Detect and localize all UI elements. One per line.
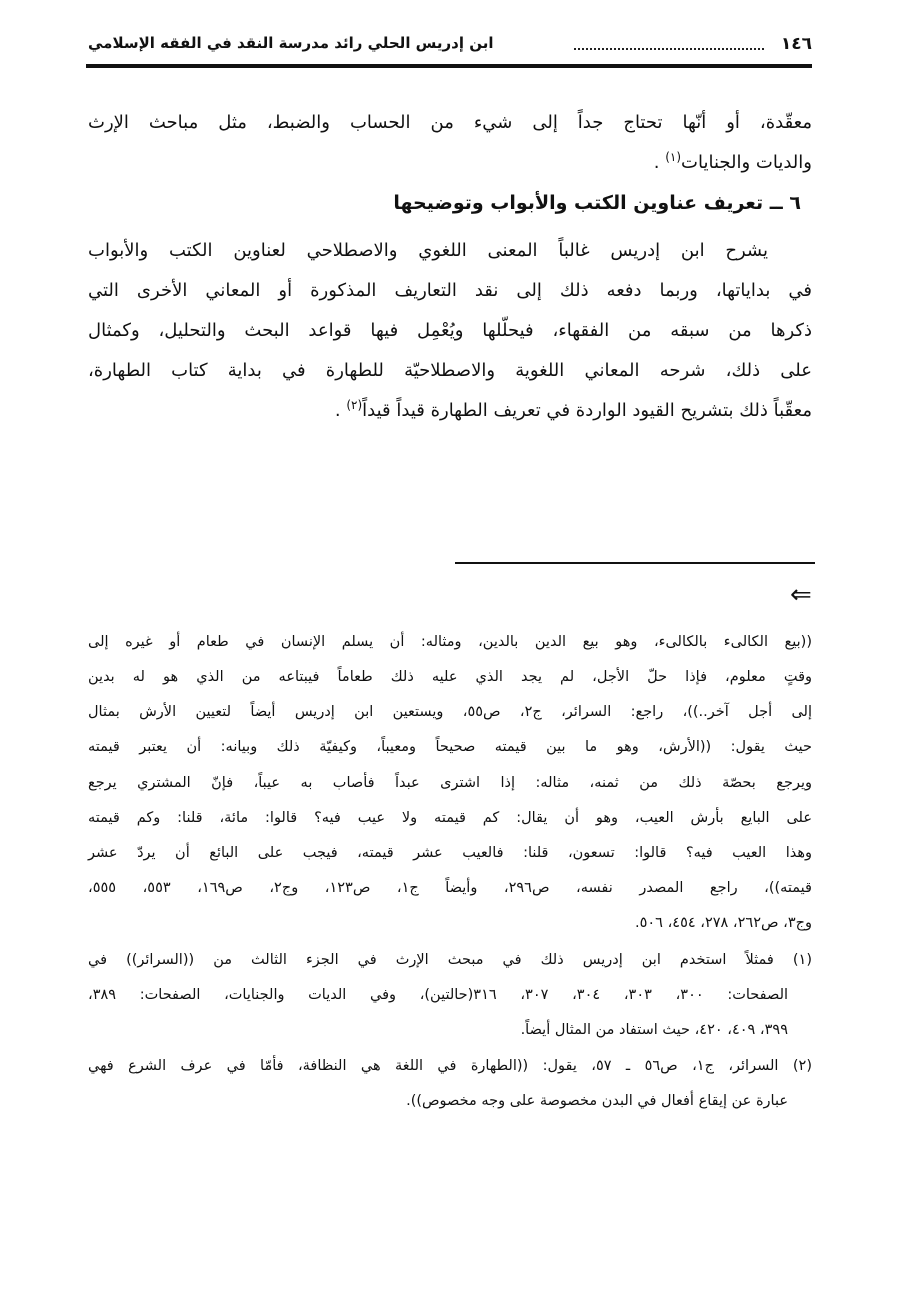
footnote-line: وهذا العيب فيه؟ قالوا: تسعون، قلنا: فالعيب عشر قيمته، فيجب على البائع أن يردّ عشر [88, 845, 812, 861]
body-line: ذكرها من سبقه من الفقهاء، فيحلّلها ويُعْمِل فيها قواعد البحث والتحليل، وكمثال [88, 320, 812, 341]
body-line [88, 398, 812, 421]
footnote-separator [455, 562, 815, 564]
footnote-1-line: الصفحات: ٣٠٠، ٣٠٣، ٣٠٤، ٣٠٧، ٣١٦(حالتين)، وفي الديات والجنايات، الصفحات: ٣٨٩، [88, 987, 789, 1003]
continuation-arrow-icon: ⇐ [790, 580, 812, 610]
page-number: ١٤٦ [780, 34, 812, 54]
footnote-line: ((بيع الكالىء بالكالىء، وهو بيع الدين بالدين، ومثاله: أن يسلم الإنسان في طعام أو غيره إلى [88, 634, 812, 650]
running-header [88, 30, 812, 64]
footnote-line: حيث يقول: ((الأرش، وهو ما بين قيمته صحيحاً ومعيباً، وكيفيّة ذلك وبيانه: أن يعتبر قيمته [88, 739, 812, 755]
footnote-line: إلى أجل آخر..))، راجع: السرائر، ج٢، ص٥٥، ويستعين ابن إدريس أيضاً لتعيين الأرش بمثال [88, 704, 812, 720]
footnote-line: وقتٍ معلوم، فإذا حلّ الأجل، لم يجد الذي عليه ذلك طعاماً فيبتاعه من الذي هو له بدين [88, 669, 812, 685]
footnote-1-line: (١) فمثلاً استخدم ابن إدريس ذلك في مبحث الإرث في الجزء الثالث من ((السرائر)) في [88, 952, 812, 968]
section-heading: ٦ ــ تعريف عناوين الكتب والأبواب وتوضيحها [393, 192, 801, 214]
footnote-1-line: ٣٩٩، ٤٠٩، ٤٢٠، حيث استفاد من المثال أيضاً. [520, 1022, 788, 1038]
footnote-ref: (١) [665, 150, 682, 164]
body-line: معقّدة، أو أنّها تحتاج جداً إلى شيء من الحساب والضبط، مثل مباحث الإرث [88, 112, 812, 133]
header-rule [86, 64, 812, 68]
footnote-line: على البايع بأرش العيب، وهو أن يقال: كم قيمته ولا عيب فيه؟ قالوا: مائة، قلنا: وكم قيمته [88, 810, 812, 826]
footnote-ref: (٢) [346, 398, 363, 412]
running-title: ابن إدريس الحلي رائد مدرسة النقد في الفقه الإسلامي [88, 34, 494, 52]
body-line-text: معقّباً ذلك بتشريح القيود الواردة في تعريف الطهارة قيداً قيداً [362, 400, 812, 421]
body-line: في بداياتها، وربما دفعه ذلك إلى نقد التعاريف المذكورة أو المعاني الأخرى التي [88, 280, 812, 301]
body-line-text: والديات والجنايات [681, 152, 812, 173]
footnote-line: وج٣، ص٢٦٢، ٢٧٨، ٤٥٤، ٥٠٦. [635, 915, 812, 931]
body-line [88, 150, 812, 173]
period: . [334, 400, 341, 421]
body-line: على ذلك، شرحه المعاني اللغوية والاصطلاحيّة للطهارة في بداية كتاب الطهارة، [88, 360, 812, 381]
dotted-leader [574, 34, 764, 50]
period: . [653, 152, 660, 173]
footnote-line: ويرجع بحصّة ذلك من ثمنه، مثاله: إذا اشترى عبداً فأصاب به عيباً، فإنّ المشتري يرجع [88, 775, 812, 791]
body-line: يشرح ابن إدريس غالباً المعنى اللغوي والاصطلاحي لعناوين الكتب والأبواب [88, 240, 768, 261]
footnote-line: قيمته))، راجع المصدر نفسه، ص٢٩٦، وأيضاً ج١، ص١٢٣، وج٢، ص١٦٩، ٥٥٣، ٥٥٥، [88, 880, 812, 896]
footnote-2-line: عبارة عن إيقاع أفعال في البدن مخصوصة على وجه مخصوص)). [406, 1093, 788, 1109]
footnote-2-line: (٢) السرائر، ج١، ص٥٦ ـ ٥٧، يقول: ((الطهارة في اللغة هي النظافة، فأمّا في عرف الشرع فهي [88, 1058, 812, 1074]
